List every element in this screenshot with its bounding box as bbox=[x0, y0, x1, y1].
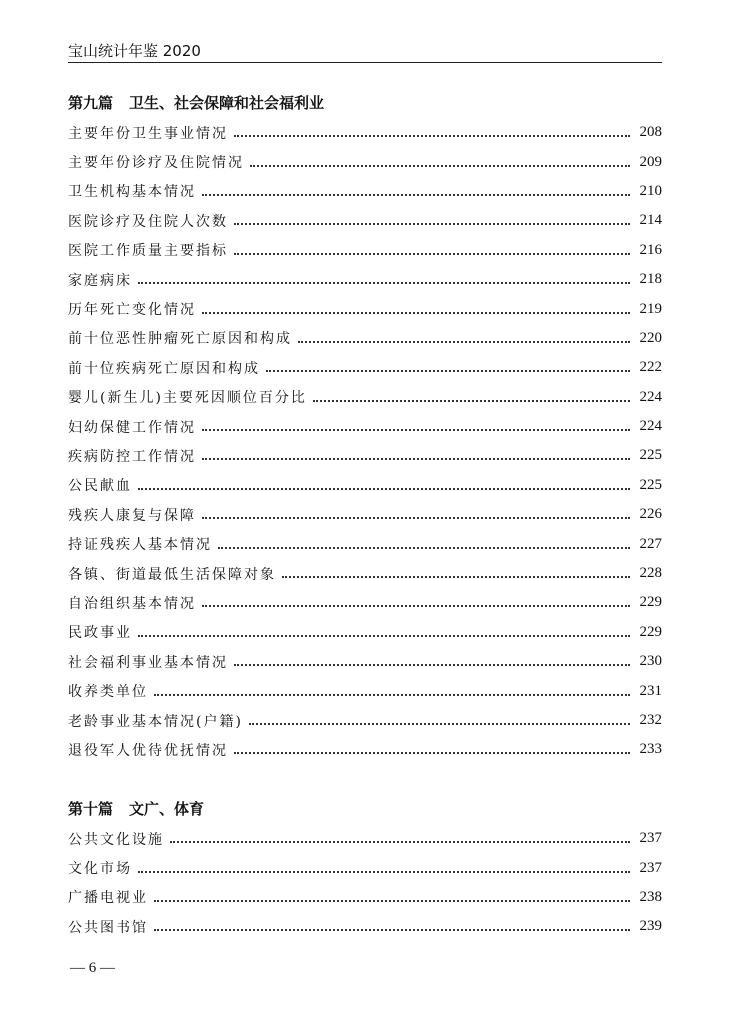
dot-leader bbox=[202, 457, 630, 460]
dot-leader bbox=[138, 634, 630, 637]
toc-entry[interactable] bbox=[68, 353, 662, 382]
toc-entry-title: 前十位疾病死亡原因和构成 bbox=[68, 360, 260, 377]
chapter-label: 第九篇 bbox=[68, 94, 114, 112]
dot-leader bbox=[266, 369, 630, 372]
toc-entry[interactable] bbox=[68, 824, 662, 853]
toc-entry[interactable] bbox=[68, 676, 662, 705]
toc-entry-title: 退役军人优待优抚情况 bbox=[68, 742, 228, 759]
toc-entry-page: 224 bbox=[639, 388, 662, 405]
toc-entry-page: 224 bbox=[639, 418, 662, 435]
toc-entry-page: 219 bbox=[639, 300, 662, 317]
toc-entry-title: 医院诊疗及住院人次数 bbox=[68, 213, 228, 230]
toc-entry-page: 233 bbox=[639, 741, 662, 758]
toc-entry-page: 222 bbox=[639, 359, 662, 376]
toc-entry-page: 237 bbox=[639, 859, 662, 876]
toc-entry-title: 主要年份诊疗及住院情况 bbox=[68, 155, 244, 172]
section-chapter-9 bbox=[68, 90, 662, 765]
dot-leader bbox=[249, 722, 630, 725]
toc-entry-title: 收养类单位 bbox=[68, 684, 148, 701]
toc-entry-page: 214 bbox=[639, 212, 662, 229]
toc-entry-page: 210 bbox=[639, 182, 662, 199]
yearbook-title: 宝山统计年鉴 2020 bbox=[68, 42, 201, 60]
dot-leader bbox=[234, 751, 630, 754]
toc-entry-page: 230 bbox=[639, 653, 662, 670]
toc-entry[interactable] bbox=[68, 883, 662, 912]
dot-leader bbox=[202, 428, 630, 431]
dot-leader bbox=[138, 281, 630, 284]
toc-entry-title: 主要年份卫生事业情况 bbox=[68, 125, 228, 142]
toc-entry[interactable] bbox=[68, 177, 662, 206]
toc-entry-page: 220 bbox=[639, 329, 662, 346]
dot-leader bbox=[218, 546, 630, 549]
toc-entry-page: 226 bbox=[639, 506, 662, 523]
section-heading bbox=[68, 796, 662, 822]
dot-leader bbox=[154, 693, 630, 696]
chapter-name: 卫生、社会保障和社会福利业 bbox=[129, 94, 325, 112]
toc-entry[interactable] bbox=[68, 147, 662, 176]
toc-entry[interactable] bbox=[68, 735, 662, 764]
toc-entry[interactable] bbox=[68, 500, 662, 529]
toc-entry-title: 疾病防控工作情况 bbox=[68, 448, 196, 465]
section-heading bbox=[68, 90, 662, 116]
dot-leader bbox=[282, 575, 630, 578]
toc-entry[interactable] bbox=[68, 529, 662, 558]
dot-leader bbox=[154, 899, 630, 902]
dot-leader bbox=[202, 516, 630, 519]
toc-entry-page: 232 bbox=[639, 712, 662, 728]
toc-entry-title: 卫生机构基本情况 bbox=[68, 184, 196, 201]
dot-leader bbox=[202, 193, 630, 196]
toc-entry[interactable] bbox=[68, 853, 662, 882]
toc-entry-title: 公共文化设施 bbox=[68, 831, 164, 848]
toc-entry-page: 209 bbox=[639, 153, 662, 170]
dot-leader bbox=[313, 399, 630, 402]
toc-entry-page: 229 bbox=[639, 623, 662, 640]
toc-entry-page: 216 bbox=[639, 241, 662, 258]
dot-leader bbox=[250, 164, 630, 167]
dot-leader bbox=[170, 840, 630, 843]
dot-leader bbox=[138, 487, 630, 490]
toc-entry-title: 自治组织基本情况 bbox=[68, 595, 196, 612]
toc-entry[interactable] bbox=[68, 383, 662, 412]
dot-leader bbox=[138, 870, 630, 873]
toc-entry-page: 228 bbox=[639, 565, 662, 582]
dot-leader bbox=[202, 604, 630, 607]
running-header bbox=[68, 36, 662, 63]
toc-entry-page: 231 bbox=[639, 682, 662, 699]
toc-entry-page: 229 bbox=[639, 594, 662, 611]
toc-entry[interactable] bbox=[68, 588, 662, 617]
toc-entry-list bbox=[68, 824, 662, 942]
toc-entry[interactable] bbox=[68, 647, 662, 676]
toc-entry-title: 社会福利事业基本情况 bbox=[68, 654, 228, 671]
toc-entry-title: 公共图书馆 bbox=[68, 919, 148, 936]
dot-leader bbox=[154, 928, 630, 931]
dot-leader bbox=[234, 134, 630, 137]
toc-entry-title: 老龄事业基本情况(户籍) bbox=[68, 713, 243, 730]
toc-entry[interactable] bbox=[68, 412, 662, 441]
toc-entry[interactable] bbox=[68, 294, 662, 323]
toc-entry-title: 婴儿(新生儿)主要死因顺位百分比 bbox=[68, 390, 307, 407]
toc-entry[interactable] bbox=[68, 559, 662, 588]
toc-entry[interactable] bbox=[68, 236, 662, 265]
toc-entry-title: 持证残疾人基本情况 bbox=[68, 537, 212, 554]
toc-entry-title: 医院工作质量主要指标 bbox=[68, 243, 228, 260]
toc-entry[interactable] bbox=[68, 618, 662, 647]
dot-leader bbox=[298, 340, 630, 343]
toc-entry-title: 历年死亡变化情况 bbox=[68, 302, 196, 319]
toc-entry-title: 前十位恶性肿瘤死亡原因和构成 bbox=[68, 331, 292, 348]
toc-entry-page: 237 bbox=[639, 830, 662, 847]
toc-entry-title: 民政事业 bbox=[68, 625, 132, 642]
toc-entry-title: 各镇、街道最低生活保障对象 bbox=[68, 566, 276, 583]
toc-entry[interactable] bbox=[68, 265, 662, 294]
toc-entry-title: 残疾人康复与保障 bbox=[68, 507, 196, 524]
toc-entry-title: 广播电视业 bbox=[68, 890, 148, 907]
toc-entry[interactable] bbox=[68, 206, 662, 235]
toc-entry[interactable] bbox=[68, 471, 662, 500]
toc-entry-page: 208 bbox=[639, 124, 662, 141]
toc-entry-title: 文化市场 bbox=[68, 861, 132, 878]
toc-entry-page: 225 bbox=[639, 447, 662, 464]
toc-entry[interactable] bbox=[68, 706, 662, 735]
chapter-name: 文广、体育 bbox=[129, 800, 205, 818]
dot-leader bbox=[234, 663, 630, 666]
dot-leader bbox=[202, 311, 630, 314]
toc-entry-page: 225 bbox=[639, 476, 662, 493]
toc-entry[interactable] bbox=[68, 118, 662, 147]
toc-entry[interactable] bbox=[68, 324, 662, 353]
toc-entry-list bbox=[68, 118, 662, 765]
toc-entry[interactable] bbox=[68, 912, 662, 941]
section-chapter-10 bbox=[68, 796, 662, 942]
dot-leader bbox=[234, 252, 630, 255]
toc-entry-title: 公民献血 bbox=[68, 478, 132, 495]
toc-entry-page: 218 bbox=[639, 271, 662, 288]
dot-leader bbox=[234, 222, 630, 225]
toc-entry-page: 238 bbox=[639, 888, 662, 905]
toc-entry-title: 妇幼保健工作情况 bbox=[68, 419, 196, 436]
toc-entry[interactable] bbox=[68, 441, 662, 470]
toc-entry-title: 家庭病床 bbox=[68, 272, 132, 289]
page-number: — 6 — bbox=[70, 960, 115, 976]
toc-entry-page: 239 bbox=[639, 918, 662, 935]
chapter-label: 第十篇 bbox=[68, 800, 114, 818]
toc-entry-page: 227 bbox=[639, 535, 662, 552]
